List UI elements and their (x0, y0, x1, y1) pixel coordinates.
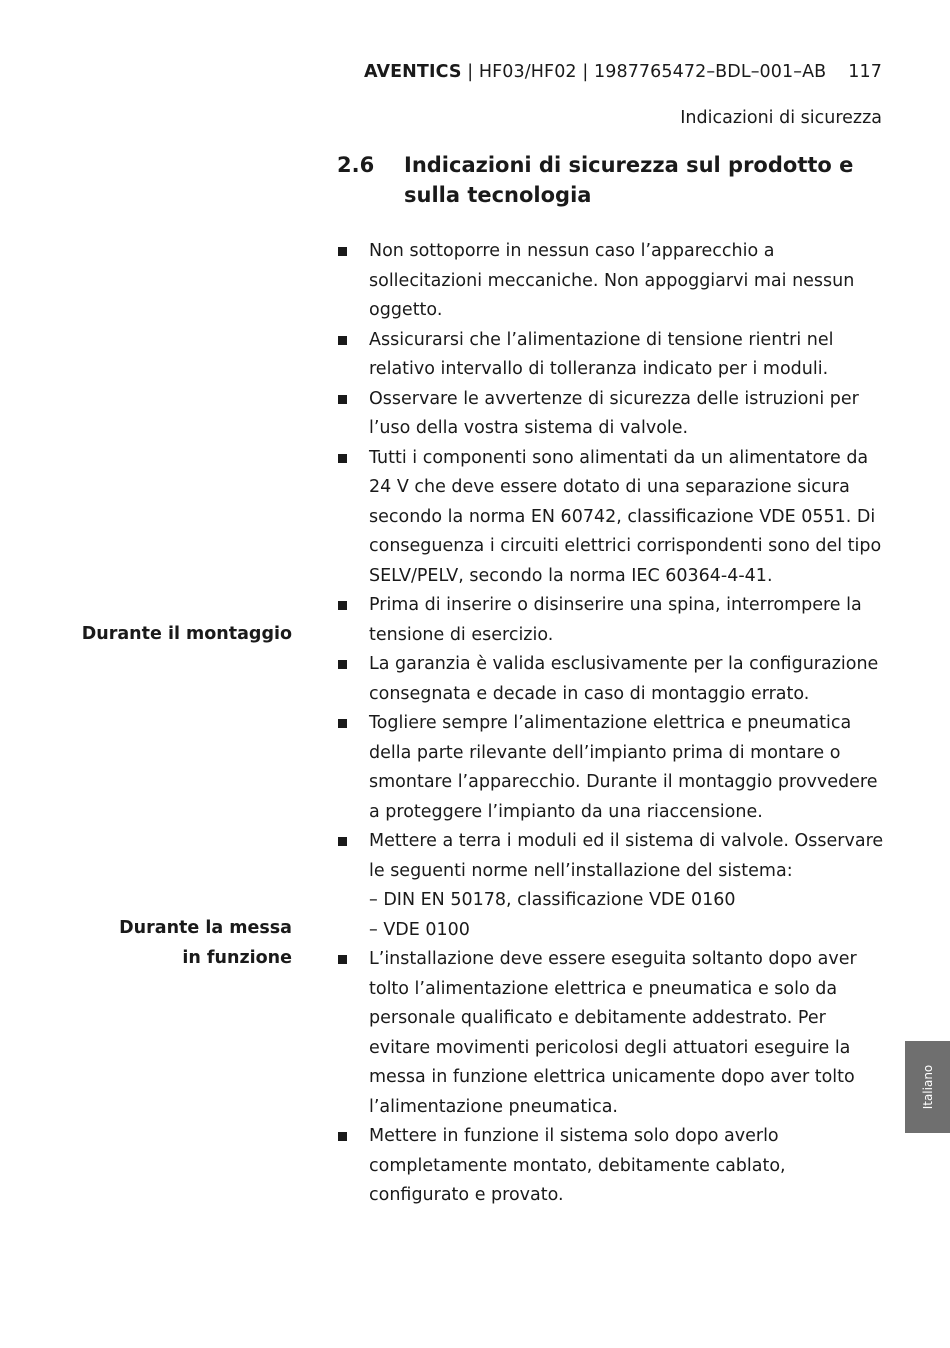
square-bullet-icon (338, 395, 347, 404)
side-label-montaggio: Durante il montaggio (81, 624, 292, 644)
list-item: Mettere a terra i moduli ed il sistema di valvole. Osservare le seguenti norme nell’installazione del sistema: – DIN EN 50178, classificazione VDE 0160 – VDE 0100 (337, 827, 887, 945)
list-item: Non sottoporre in nessun caso l’apparecchio a sollecitazioni meccaniche. Non appoggiarvi mai nessun oggetto. (337, 237, 887, 326)
list-item: Osservare le avvertenze di sicurezza delle istruzioni per l’uso della vostra sistema di valvole. (337, 385, 887, 444)
list-item: Prima di inserire o disinserire una spina, interrompere la tensione di esercizio. (337, 591, 887, 650)
square-bullet-icon (338, 247, 347, 256)
list-item: Assicurarsi che l’alimentazione di tensione rientri nel relativo intervallo di tolleranza indicato per i moduli. (337, 326, 887, 385)
square-bullet-icon (338, 1132, 347, 1141)
square-bullet-icon (338, 837, 347, 846)
square-bullet-icon (338, 336, 347, 345)
norm-item: – VDE 0100 (369, 919, 470, 940)
norm-item: – DIN EN 50178, classificazione VDE 0160 (369, 890, 736, 910)
square-bullet-icon (338, 454, 347, 463)
safety-bullet-list (337, 237, 887, 1211)
list-item: Mettere in funzione il sistema solo dopo averlo completamente montato, debitamente cablato, configurato e provato. (337, 1122, 887, 1211)
square-bullet-icon (338, 955, 347, 964)
side-label-messa-in-funzione: Durante la messa in funzione (119, 918, 292, 968)
section-heading (337, 150, 897, 210)
square-bullet-icon (338, 601, 347, 610)
section-title: Indicazioni di sicurezza sul prodotto e sulla tecnologia (404, 153, 854, 207)
square-bullet-icon (338, 719, 347, 728)
list-item: Tutti i componenti sono alimentati da un alimentatore da 24 V che deve essere dotato di una separazione sicura secondo la norma EN 60742, classificazione VDE 0551. Di conseguenza i circuiti elettrici corrispondenti sono del tipo SELV/PELV, secondo la norma IEC 60364-4-41. (337, 444, 887, 592)
brand-name: AVENTICS (364, 62, 462, 82)
page-number: 117 (848, 62, 882, 82)
document-info: | HF03/HF02 | 1987765472–BDL–001–AB (461, 62, 827, 82)
square-bullet-icon (338, 660, 347, 669)
section-number: 2.6 (337, 153, 375, 177)
language-tab-label: Italiano (920, 1064, 935, 1110)
running-header (364, 62, 882, 82)
section-name: Indicazioni di sicurezza (680, 108, 882, 128)
list-item: L’installazione deve essere eseguita soltanto dopo aver tolto l’alimentazione elettrica e pneumatica e solo da personale qualificato e debitamente addestrato. Per evitare movimenti pericolosi degli attuatori eseguire la messa in funzione elettrica unicamente dopo aver tolto l’alimentazione pneumatica. (337, 945, 887, 1122)
list-item: Togliere sempre l’alimentazione elettrica e pneumatica della parte rilevante dell’impianto prima di montare o smontare l’apparecchio. Durante il montaggio provvedere a proteggere l’impianto da una riaccensione. (337, 709, 887, 827)
list-item: La garanzia è valida esclusivamente per la configurazione consegnata e decade in caso di montaggio errato. (337, 650, 887, 709)
language-tab (905, 1041, 950, 1133)
